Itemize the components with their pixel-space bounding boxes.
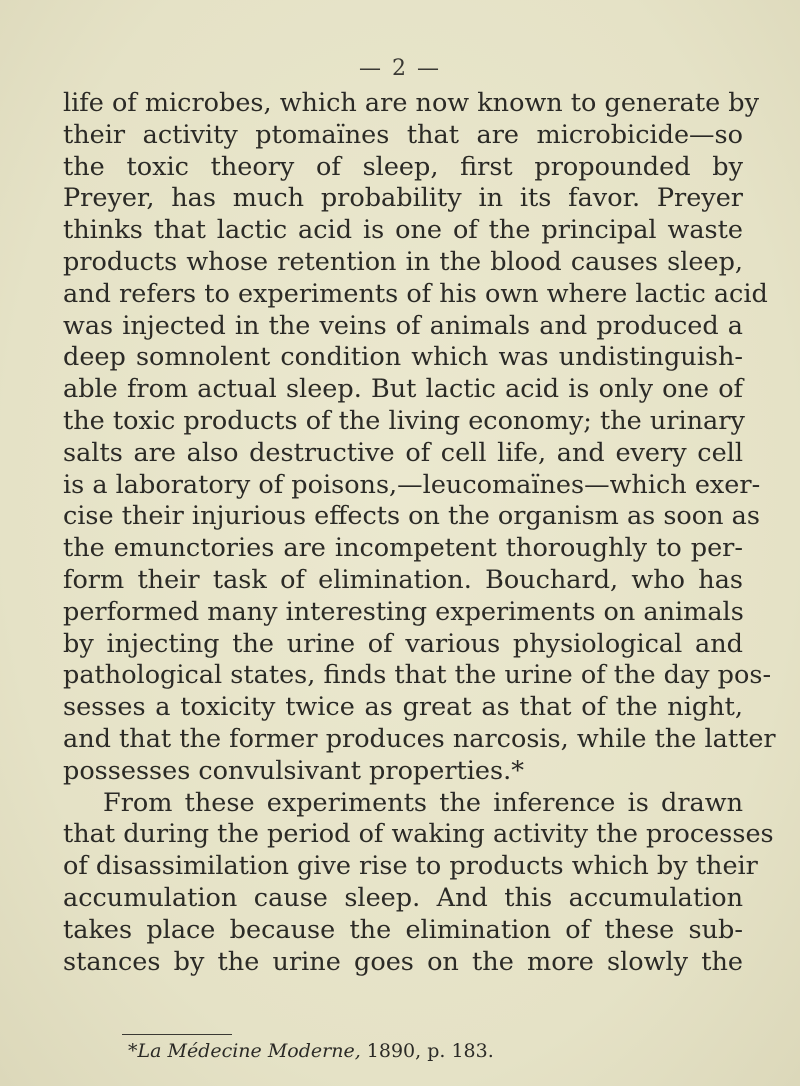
- text-line: the toxic theory of sleep, first propounded by: [63, 151, 743, 182]
- paragraph-start-line: From these experiments the inference is drawn: [103, 787, 743, 818]
- text-line: takes place because the elimination of these sub-: [63, 914, 743, 945]
- text-line: accumulation cause sleep. And this accumulation: [63, 882, 743, 913]
- text-line: is a laboratory of poisons,—leucomaïnes—which exer-: [63, 469, 761, 500]
- text-line: able from actual sleep. But lactic acid is only one of: [63, 374, 743, 405]
- text-line: form their task of elimination. Bouchard, who has: [63, 564, 743, 595]
- text-line: by injecting the urine of various physiological and: [63, 628, 743, 659]
- text-line: Preyer, has much probability in its favor. Preyer: [63, 183, 743, 214]
- text-line: and that the former produces narcosis, while the latter: [63, 723, 776, 754]
- text-line: life of microbes, which are now known to generate by: [63, 88, 760, 118]
- footnote-rule: [122, 1034, 232, 1035]
- text-line: performed many interesting experiments on animals: [63, 596, 744, 627]
- text-line: pathological states, finds that the urine of the day pos-: [63, 660, 772, 691]
- footnote-source-title: La Médecine Moderne,: [137, 1040, 361, 1062]
- text-line: the emunctories are incompetent thoroughly to per-: [63, 533, 743, 564]
- footnote-marker: *: [128, 1040, 138, 1062]
- text-line: and refers to experiments of his own where lactic acid: [63, 278, 768, 309]
- text-line: stances by the urine goes on the more slowly the: [63, 946, 743, 977]
- footnote-details: 1890, p. 183.: [360, 1040, 494, 1062]
- text-line: possesses convulsivant properties.*: [63, 755, 524, 786]
- text-line: deep somnolent condition which was undistinguish-: [63, 342, 743, 373]
- text-line: was injected in the veins of animals and produced a: [63, 310, 743, 341]
- page-number: — 2 —: [359, 56, 441, 81]
- text-line: products whose retention in the blood causes sleep,: [63, 246, 743, 277]
- text-line: cise their injurious effects on the organism as soon as: [63, 501, 760, 532]
- text-line: salts are also destructive of cell life, and every cell: [63, 437, 743, 468]
- text-line: of disassimilation give rise to products which by their: [63, 851, 758, 882]
- text-line: their activity ptomaïnes that are microbicide—so: [63, 119, 743, 150]
- text-line: sesses a toxicity twice as great as that of the night,: [63, 692, 743, 723]
- text-line: that during the period of waking activity the processes: [63, 819, 774, 850]
- text-line: the toxic products of the living economy; the urinary: [63, 405, 745, 436]
- footnote: [128, 1040, 494, 1062]
- body-text: [63, 88, 776, 978]
- text-line: thinks that lactic acid is one of the principal waste: [63, 215, 743, 246]
